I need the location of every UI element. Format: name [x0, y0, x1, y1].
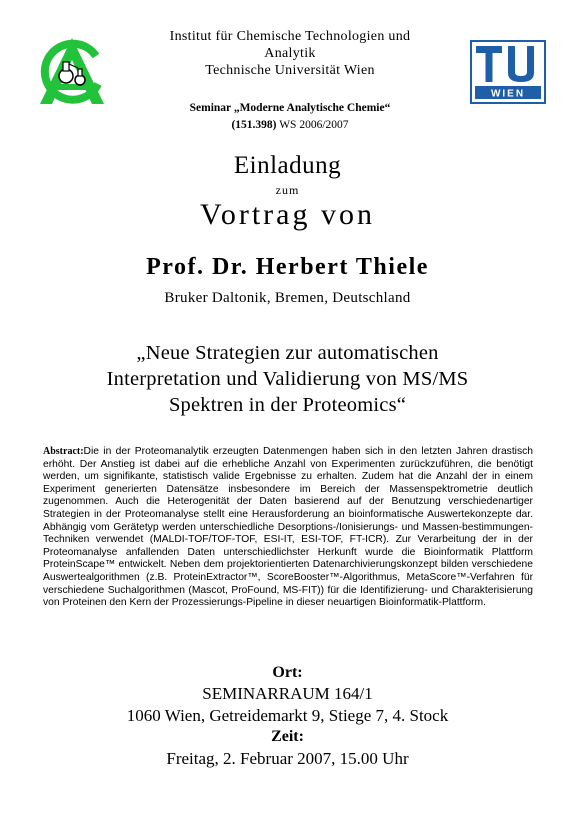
lecture-heading: Vortrag von [200, 198, 375, 231]
abstract-label: Abstract: [43, 446, 84, 457]
institute-line-1: Institut für Chemische Technologien und [169, 29, 411, 44]
talk-title-line-1: „Neue Strategien zur automatischen [136, 342, 439, 364]
institute-header [110, 28, 470, 79]
wien-logo-text: WIEN [490, 88, 526, 100]
tu-wien-logo-icon [470, 40, 546, 104]
seminar-name: Seminar „Moderne Analytische Chemie“ [189, 102, 391, 114]
talk-title-line-3: Spektren in der Proteomics“ [168, 394, 407, 416]
location-address: 1060 Wien, Getreidemarkt 9, Stiege 7, 4. Stock [126, 706, 449, 725]
invitation-zum: zum [275, 183, 300, 197]
time-heading: Zeit: [271, 728, 304, 745]
location-room: SEMINARRAUM 164/1 [202, 684, 373, 703]
speaker-affiliation: Bruker Daltonik, Bremen, Deutschland [164, 290, 411, 306]
invitation-heading: Einladung [233, 152, 342, 179]
institute-line-3: Technische Universität Wien [205, 63, 375, 78]
institute-line-2: Analytik [264, 46, 316, 61]
talk-title-line-2: Interpretation und Validierung von MS/MS [106, 368, 469, 390]
speaker-name: Prof. Dr. Herbert Thiele [146, 254, 429, 280]
time-value: Freitag, 2. Februar 2007, 15.00 Uhr [166, 749, 409, 768]
seminar-info [110, 100, 470, 134]
seminar-term: WS 2006/2007 [279, 119, 349, 131]
abstract-text: Die in der Proteomanalytik erzeugten Datenmengen haben sich in den letzten Jahren drastisch erhöht. Der Anstieg ist dabei auf die erhebliche Anzahl von Experimenten zurückzuführen, die benötigt werden, um signifikante, statistisch valide Ergebnisse zu erhalten. Zudem hat die Anzahl der in einem Experiment generierten Datensätze insbesondere im Bereich der Massenspektrometrie deutlich zugenommen. Auch die Heterogenität der Daten basierend auf der Benutzung verschiedenartiger Strategien in der Proteomanalyse stellt eine Herausforderung an bioinformatische Auswertekonzepte dar. Abhängig vom Gerätetyp werden unterschiedliche Desorptions-/Ionisierungs- und Massen-bestimmungen-Techniken verwendet (MALDI-TOF/TOF-TOF, ESI-IT, ESI-TOF, FT-ICR). Zur Verarbeitung der in der Proteomanalyse anfallenden Daten unterschiedlichster Herkunft wurde die Bioinformatik Plattform ProteinScape™ entwickelt. Neben dem projektorientierten Datenarchivierungskonzept bilden verschiedene Auswertealgorithmen (z.B. ProteinExtractor™, ScoreBooster™-Algorithmus, MetaScore™-Verfahren für verschiedene Suchalgorithmen (Mascot, ProFound, MS-FIT)) für die Identifizierung- und Charakterisierung von Proteinen den Kern der Prozessierungs-Pipeline in dieser neuartigen Bioinformatik-Plattform. [43, 446, 533, 609]
talk-title [40, 340, 535, 418]
abstract-paragraph [43, 446, 533, 610]
seminar-number: (151.398) [231, 119, 277, 131]
location-heading: Ort: [272, 664, 303, 681]
institute-logo-icon [36, 34, 108, 108]
